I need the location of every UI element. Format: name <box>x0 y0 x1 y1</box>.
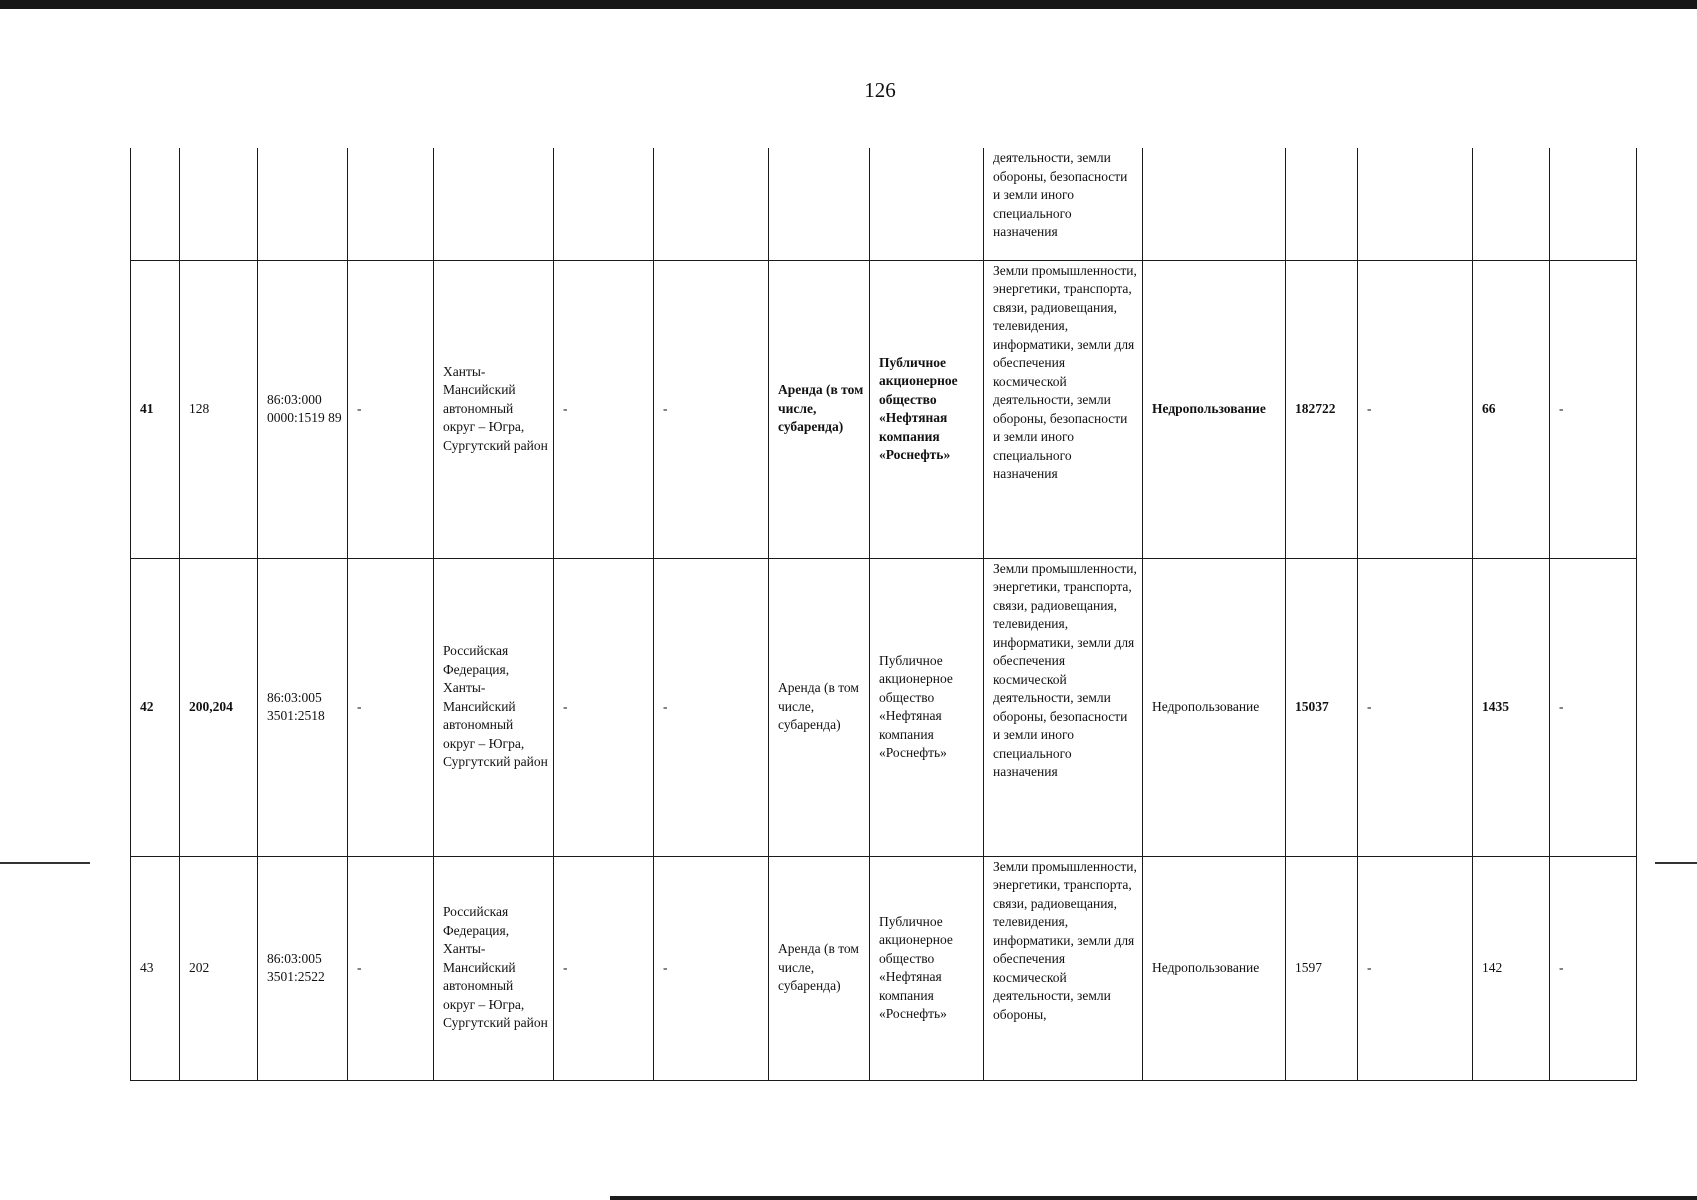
location: Российская Федерация, Ханты-Мансийский автономный округ – Югра, Сургутский район <box>434 558 554 856</box>
reference-number: 202 <box>180 856 258 1080</box>
right-type: Аренда (в том числе, субаренда) <box>769 558 870 856</box>
cadastral-number: 86:03:000 0000:1519 89 <box>258 260 348 558</box>
cell <box>870 148 984 260</box>
scan-bottom-border <box>610 1196 1697 1200</box>
cell <box>434 148 554 260</box>
cell-value: - <box>654 558 769 856</box>
cell <box>258 148 348 260</box>
land-plots-table <box>130 148 1637 1081</box>
table-row-continued <box>131 148 1637 260</box>
cell-value: - <box>1358 856 1473 1080</box>
cell-value: 66 <box>1473 260 1550 558</box>
cadastral-number: 86:03:005 3501:2522 <box>258 856 348 1080</box>
cell <box>180 148 258 260</box>
area: 15037 <box>1286 558 1358 856</box>
cell-value: - <box>1550 558 1637 856</box>
land-category: Земли промышленности, энергетики, транспорта, связи, радиовещания, телевидения, информатики, земли для обеспечения космической деятельности, земли обороны, <box>984 856 1143 1080</box>
land-category: Земли промышленности, энергетики, транспорта, связи, радиовещания, телевидения, информатики, земли для обеспечения космической деятельности, земли обороны, безопасности и земли иного специального назначения <box>984 260 1143 558</box>
cell <box>554 148 654 260</box>
cell <box>1473 148 1550 260</box>
right-type: Аренда (в том числе, субаренда) <box>769 260 870 558</box>
cell-value: - <box>554 260 654 558</box>
land-category: Земли промышленности, энергетики, транспорта, связи, радиовещания, телевидения, информатики, земли для обеспечения космической деятельности, земли обороны, безопасности и земли иного специального назначения <box>984 558 1143 856</box>
right-holder: Публичное акционерное общество «Нефтяная компания «Роснефть» <box>870 260 984 558</box>
cell <box>654 148 769 260</box>
cell-value: - <box>1550 856 1637 1080</box>
table-row <box>131 558 1637 856</box>
location: Российская Федерация, Ханты-Мансийский автономный округ – Югра, Сургутский район <box>434 856 554 1080</box>
cell-value: - <box>348 260 434 558</box>
cell-value: 1435 <box>1473 558 1550 856</box>
cell-value: - <box>1550 260 1637 558</box>
row-number: 41 <box>131 260 180 558</box>
cell <box>1143 148 1286 260</box>
cadastral-number: 86:03:005 3501:2518 <box>258 558 348 856</box>
cell-value: - <box>654 856 769 1080</box>
scan-mark-left <box>0 862 90 864</box>
land-category-cell: деятельности, земли обороны, безопасности и земли иного специального назначения <box>984 148 1143 260</box>
area: 182722 <box>1286 260 1358 558</box>
cell-value: - <box>554 558 654 856</box>
area: 1597 <box>1286 856 1358 1080</box>
cell <box>348 148 434 260</box>
cell <box>1550 148 1637 260</box>
permitted-use: Недропользование <box>1143 558 1286 856</box>
permitted-use: Недропользование <box>1143 260 1286 558</box>
right-type: Аренда (в том числе, субаренда) <box>769 856 870 1080</box>
location: Ханты-Мансийский автономный округ – Югра, Сургутский район <box>434 260 554 558</box>
reference-number: 200,204 <box>180 558 258 856</box>
cell <box>1286 148 1358 260</box>
cell-value: 142 <box>1473 856 1550 1080</box>
cell-value: - <box>554 856 654 1080</box>
page-number: 126 <box>864 78 896 102</box>
row-number: 42 <box>131 558 180 856</box>
cell-value: - <box>348 856 434 1080</box>
cell <box>1358 148 1473 260</box>
right-holder: Публичное акционерное общество «Нефтяная компания «Роснефть» <box>870 856 984 1080</box>
permitted-use: Недропользование <box>1143 856 1286 1080</box>
row-number: 43 <box>131 856 180 1080</box>
reference-number: 128 <box>180 260 258 558</box>
cell-value: - <box>348 558 434 856</box>
cell-value: - <box>1358 558 1473 856</box>
cell <box>131 148 180 260</box>
scan-mark-right <box>1655 862 1697 864</box>
cell-value: - <box>654 260 769 558</box>
cell-value: - <box>1358 260 1473 558</box>
right-holder: Публичное акционерное общество «Нефтяная компания «Роснефть» <box>870 558 984 856</box>
table-row <box>131 260 1637 558</box>
table-row <box>131 856 1637 1080</box>
cell <box>769 148 870 260</box>
scan-top-border <box>0 0 1697 9</box>
